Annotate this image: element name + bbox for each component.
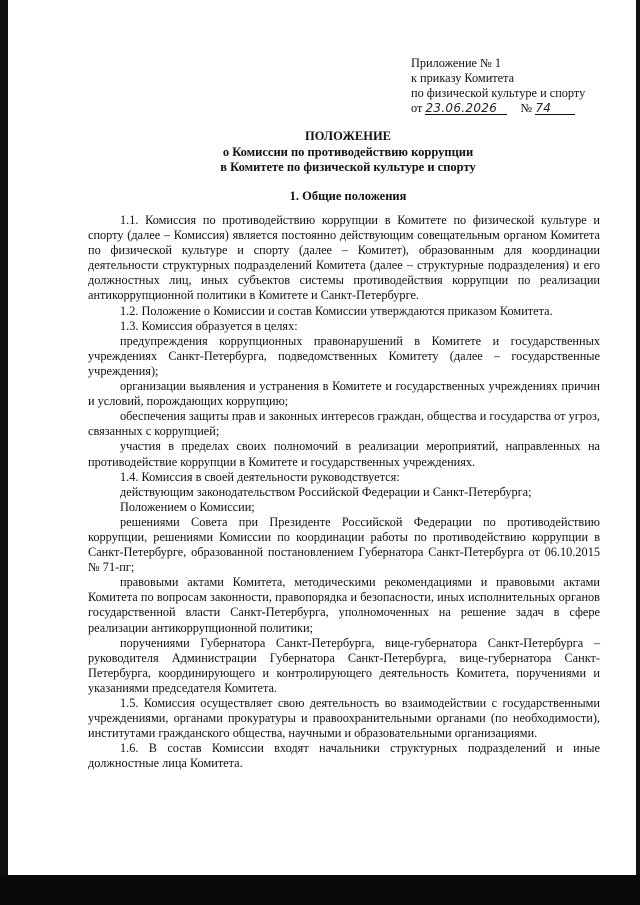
paragraph: Положением о Комиссии; [120, 499, 255, 514]
paragraph: 1.5. Комиссия осуществляет свою деятельность во взаимодействии с государственными учреждениями, органами прокуратуры и правоохранительными органами (по необходимости), институтами гражданского общества, научными и образовательными организациями. [88, 696, 600, 741]
paragraph: правовыми актами Комитета, методическими рекомендациями и правовыми актами Комитета по вопросам законности, правопорядка и безопасности, иных исполнительных органов государственной власти Санкт-Петербурга, уполномоченных на решение задач в сфере реализации антикоррупционной политики; [88, 575, 600, 635]
annex-number-handwritten: 74 [535, 102, 575, 115]
paragraph: 1.6. В состав Комиссии входят начальники структурных подразделений и иные должностные лица Комитета. [88, 741, 600, 771]
paragraph: 1.4. Комиссия в своей деятельности руководствуется: [120, 469, 400, 484]
annex-from-label: от [411, 101, 423, 115]
title-heading: ПОЛОЖЕНИЕ [304, 129, 392, 143]
scan-edge-right [636, 0, 640, 905]
annex-line-3: по физической культуре и спорту [411, 86, 586, 100]
section-1-body [88, 213, 600, 771]
paragraph: решениями Совета при Президенте Российской Федерации по противодействию коррупции, решениями Комиссии по координации работы по противодействию коррупции в Санкт-Петербурге, образованной постановлением Губернатора Санкт-Петербурга от 06.10.2015 № 71-пг; [88, 514, 600, 575]
paragraph: 1.2. Положение о Комиссии и состав Комиссии утверждаются приказом Комитета. [120, 303, 553, 318]
paragraph: 1.3. Комиссия образуется в целях: [120, 318, 298, 333]
annex-line-1: Приложение № 1 [411, 56, 502, 70]
section-1-heading: 1. Общие положения [289, 189, 407, 203]
annex-block [411, 56, 611, 116]
paragraph: обеспечения защиты прав и законных интересов граждан, общества и государства от угроз, связанных с коррупцией; [88, 409, 600, 439]
paragraph: организации выявления и устранения в Комитете и государственных учреждениях причин и условий, порождающих коррупцию; [88, 379, 600, 409]
annex-line-2: к приказу Комитета [411, 71, 515, 85]
paragraph: предупреждения коррупционных правонарушений в Комитете и государственных учреждениях Санкт-Петербурга, подведомственных Комитету (далее – государственные учреждения); [88, 333, 600, 378]
title-line-1: о Комиссии по противодействию коррупции [222, 144, 474, 159]
title-line-2: в Комитете по физической культуре и спорту [220, 160, 476, 174]
paragraph: 1.1. Комиссия по противодействию коррупции в Комитете по физической культуре и спорту (далее – Комиссия) является постоянно действующим совещательным органом Комитета по физической культуре и спорту (далее – Комитет), образованным для координации деятельности структурных подразделений Комитета (далее – структурные подразделения) и его должностных лиц, иных субъектов системы противодействия коррупции по реализации антикоррупционной политики в Комитете и Санкт-Петербурге. [88, 213, 600, 303]
paragraph: участия в пределах своих полномочий в реализации мероприятий, направленных на противодействие коррупции в Комитете и государственных учреждениях. [88, 439, 600, 469]
paragraph: поручениями Губернатора Санкт-Петербурга, вице-губернатора Санкт-Петербурга – руководителя Администрации Губернатора Санкт-Петербурга, вице-губернатора Санкт-Петербурга, координирующего и контролирующего деятельность Комитета, поручениями и указаниями председателя Комитета. [88, 635, 600, 695]
paragraph: действующим законодательством Российской Федерации и Санкт-Петербурга; [120, 484, 532, 499]
document-title [88, 129, 608, 176]
annex-date-handwritten: 23.06.2026 [425, 102, 507, 115]
scan-edge-left [0, 0, 8, 905]
annex-date-number-line [411, 101, 611, 116]
scan-edge-bottom [0, 875, 640, 905]
annex-number-label: № [520, 101, 533, 115]
